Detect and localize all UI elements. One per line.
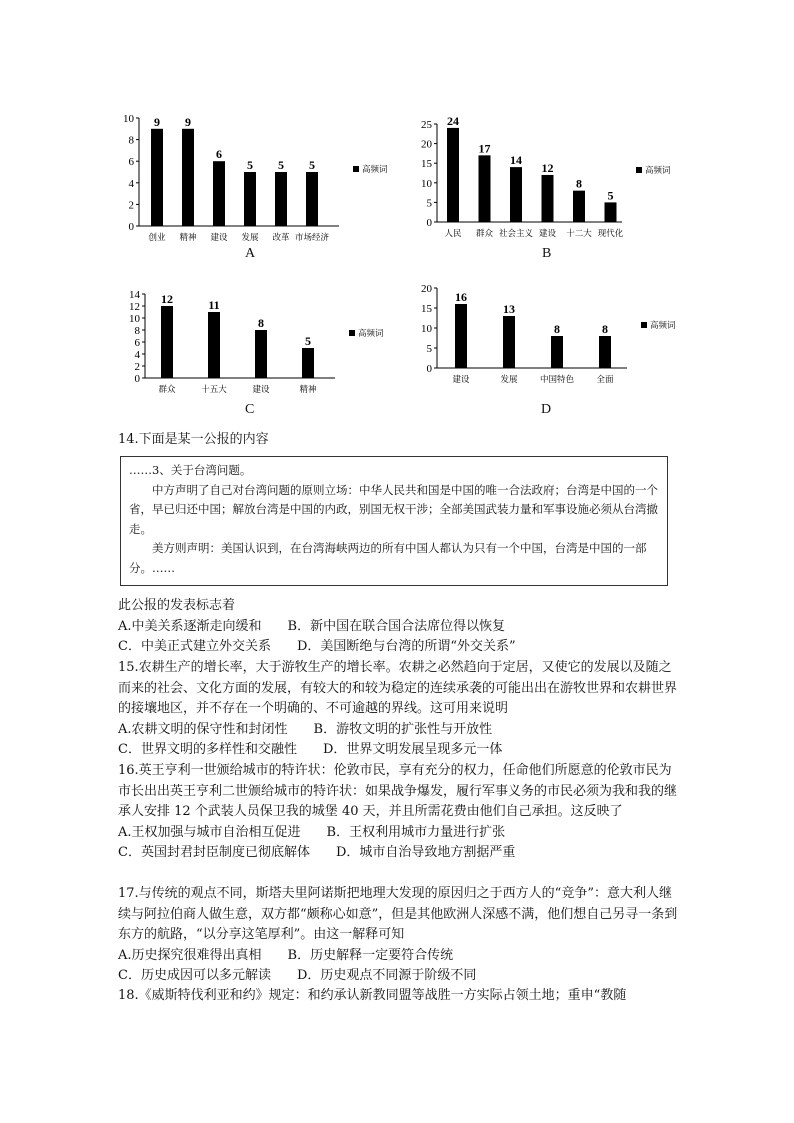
- y-tick-label: 20: [421, 283, 432, 295]
- data-label: 9: [185, 114, 191, 129]
- q16: [118, 761, 678, 864]
- chart-d-label: D: [541, 402, 552, 417]
- category-label: 全面: [596, 375, 614, 385]
- data-label: 5: [309, 158, 315, 172]
- data-label: 8: [576, 176, 582, 191]
- bar-建设: [542, 175, 554, 222]
- chart-c-svg: [115, 278, 385, 418]
- category-label: 精神: [299, 385, 317, 395]
- data-label: 6: [216, 147, 222, 162]
- bar-精神: [182, 129, 194, 226]
- chart-c-label: C: [245, 402, 255, 417]
- category-label: 建设: [210, 233, 228, 243]
- q14-options-cd: C．中美正式建立外交关系 D．美国断绝与台湾的所谓“外交关系”: [118, 639, 516, 654]
- data-label: 12: [161, 292, 173, 306]
- category-label: 市场经济: [294, 233, 330, 243]
- q17-options-ab: A.历史探究很难得出真相 B．历史解释一定要符合传统: [118, 947, 454, 963]
- q14-stem-text: 14.下面是某一公报的内容: [118, 432, 269, 447]
- category-label: 发展: [241, 233, 259, 243]
- y-tick-label: 0: [128, 221, 134, 233]
- y-tick-label: 0: [426, 363, 432, 375]
- legend-swatch: [636, 167, 642, 173]
- bar-建设: [213, 161, 225, 226]
- y-tick-label: 15: [421, 303, 432, 315]
- bar-市场经济: [306, 172, 318, 226]
- q18: [118, 986, 678, 1007]
- category-label: 人民: [444, 229, 462, 239]
- y-tick-label: 10: [123, 113, 134, 125]
- category-label: 现代化: [597, 229, 624, 239]
- category-label: 改革: [272, 233, 290, 243]
- q14-box-line1: ……3、关于台湾问题。: [129, 463, 252, 477]
- bar-现代化: [605, 202, 617, 222]
- bar-社会主义: [510, 167, 522, 222]
- q15-options-cd: C．世界文明的多样性和交融性 D．世界文明发展呈现多元一体: [118, 742, 503, 757]
- y-tick-label: 14: [129, 289, 140, 301]
- category-label: 中国特色: [539, 375, 575, 385]
- chart-d: [415, 278, 685, 418]
- bar-建设: [455, 304, 467, 368]
- y-tick-label: 10: [421, 323, 432, 335]
- q17: [118, 884, 678, 987]
- q18-stem: 18.《威斯特伐利亚和约》规定：和约承认新教同盟等战胜一方实际占领土地；重申“教随: [118, 988, 627, 1003]
- q14-body: [118, 596, 678, 658]
- q15: [118, 658, 678, 761]
- chart-b-svg: [415, 108, 685, 248]
- q15-options-ab: A.农耕文明的保守性和封闭性 B．游牧文明的扩张性与开放性: [118, 721, 493, 737]
- data-label: 5: [305, 334, 311, 348]
- legend-label: 高频词: [650, 321, 676, 331]
- data-label: 5: [607, 188, 614, 203]
- category-label: 群众: [158, 385, 176, 395]
- bar-十二大: [573, 191, 585, 222]
- y-tick-label: 12: [129, 301, 140, 313]
- q16-options-cd: C．英国封君封臣制度已彻底解体 D．城市自治导致地方割据严重: [118, 845, 516, 860]
- y-tick-label: 25: [421, 119, 432, 131]
- bar-改革: [275, 172, 287, 226]
- chart-d-svg: [415, 278, 685, 418]
- y-tick-label: 10: [421, 177, 432, 190]
- chart-a-svg: [115, 108, 388, 248]
- category-label: 精神: [179, 233, 197, 243]
- y-tick-label: 2: [128, 199, 134, 212]
- bar-中国特色: [551, 336, 563, 368]
- data-label: 16: [455, 290, 467, 304]
- chart-a: [115, 108, 388, 261]
- y-tick-label: 15: [421, 158, 432, 171]
- data-label: 24: [447, 113, 459, 128]
- data-label: 13: [503, 302, 515, 316]
- category-label: 群众: [475, 229, 494, 239]
- chart-b: [415, 108, 685, 261]
- q14-quote-box: [120, 456, 668, 586]
- bar-发展: [244, 172, 256, 226]
- data-label: 12: [541, 160, 554, 175]
- q16-stem: 16.英王亨利一世颁给城市的特许状：伦敦市民，享有充分的权力，任命他们所愿意的伦敦市民为市长出出英王亨利二世颁给城市的特许状：如果战争爆发，履行军事义务的市民必须为我和我的继承人安排 12 个武装人员保卫我的城堡 40 天，并且所需花费由他们自己承担。这反映了: [118, 763, 678, 819]
- category-label: 建设: [452, 375, 470, 385]
- category-label: 建设: [538, 229, 557, 239]
- bar-发展: [503, 316, 515, 368]
- y-tick-label: 5: [426, 197, 432, 210]
- q17-stem: 17.与传统的观点不同，斯塔夫里阿诺斯把地理大发现的原因归之于西方人的“竞争”：意大利人继续与阿拉伯商人做生意，双方都“颇称心如意”，但是其他欧洲人深感不满，他们想自己另寻一条到东方的航路，“以分享这笔厚利”。由这一解释可知: [118, 886, 678, 942]
- data-label: 5: [247, 158, 253, 172]
- y-tick-label: 0: [134, 373, 140, 385]
- bar-人民: [447, 128, 459, 222]
- chart-c: [115, 278, 385, 418]
- data-label: 17: [478, 141, 491, 156]
- bar-十五大: [208, 312, 220, 378]
- category-label: 发展: [500, 375, 518, 385]
- q14-question: 此公报的发表标志着: [118, 598, 236, 613]
- data-label: 11: [208, 298, 220, 312]
- bar-群众: [161, 306, 173, 378]
- legend-swatch: [641, 322, 647, 328]
- legend-swatch: [353, 166, 359, 172]
- q15-stem: 15.农耕生产的增长率，大于游牧生产的增长率。农耕之必然趋向于定居，又使它的发展以及随之而来的社会、文化方面的发展，有较大的和较为稳定的连续承袭的可能出出在游牧世界和农耕世界的接壤地区，并不存在一个明确的、不可逾越的界线。这可用来说明: [118, 660, 678, 716]
- y-tick-label: 4: [128, 177, 134, 190]
- y-tick-label: 6: [134, 337, 140, 349]
- category-label: 创业: [148, 233, 166, 243]
- legend-label: 高频词: [358, 329, 384, 339]
- q16-options-ab: A.王权加强与城市自治相互促进 B．王权利用城市力量进行扩张: [118, 824, 506, 840]
- category-label: 社会主义: [498, 229, 534, 239]
- legend-label: 高频词: [645, 166, 671, 176]
- y-tick-label: 4: [134, 349, 140, 361]
- data-label: 5: [278, 158, 284, 172]
- bar-群众: [479, 155, 491, 222]
- y-tick-label: 8: [134, 325, 140, 337]
- category-label: 十五大: [201, 385, 227, 395]
- category-label: 建设: [252, 385, 270, 395]
- data-label: 8: [554, 322, 560, 336]
- y-tick-label: 5: [426, 343, 432, 355]
- q14-box-para2: 美方则声明：美国认识到，在台湾海峡两边的所有中国人都认为只有一个中国，台湾是中国的一部分。……: [129, 541, 647, 575]
- data-label: 8: [602, 322, 608, 336]
- q14-options-ab: A.中美关系逐渐走向缓和 B．新中国在联合国合法席位得以恢复: [118, 618, 506, 634]
- data-label: 9: [154, 114, 160, 129]
- category-label: 十二大: [566, 229, 592, 239]
- q17-options-cd: C．历史成因可以多元解读 D．历史观点不同源于阶级不同: [118, 968, 477, 983]
- data-label: 14: [510, 153, 522, 168]
- bar-精神: [302, 348, 314, 378]
- y-tick-label: 10: [129, 313, 140, 325]
- data-label: 8: [258, 316, 264, 330]
- y-tick-label: 6: [128, 156, 134, 169]
- q14-box-para1: 中方声明了自己对台湾问题的原则立场：中华人民共和国是中国的唯一合法政府；台湾是中国的一个省，早已归还中国；解放台湾是中国的内政，别国无权干涉；全部美国武装力量和军事设施必须从台湾撤走。: [129, 482, 658, 536]
- y-tick-label: 8: [128, 134, 134, 147]
- bar-创业: [151, 129, 163, 226]
- bar-全面: [599, 336, 611, 368]
- y-tick-label: 0: [426, 217, 432, 229]
- chart-a-label: A: [245, 246, 256, 261]
- bar-建设: [255, 330, 267, 378]
- legend-label: 高频词: [362, 165, 388, 175]
- y-tick-label: 2: [134, 361, 140, 373]
- legend-swatch: [349, 330, 355, 336]
- q14-stem: [118, 430, 678, 451]
- y-tick-label: 20: [421, 138, 432, 151]
- chart-b-label: B: [542, 246, 552, 261]
